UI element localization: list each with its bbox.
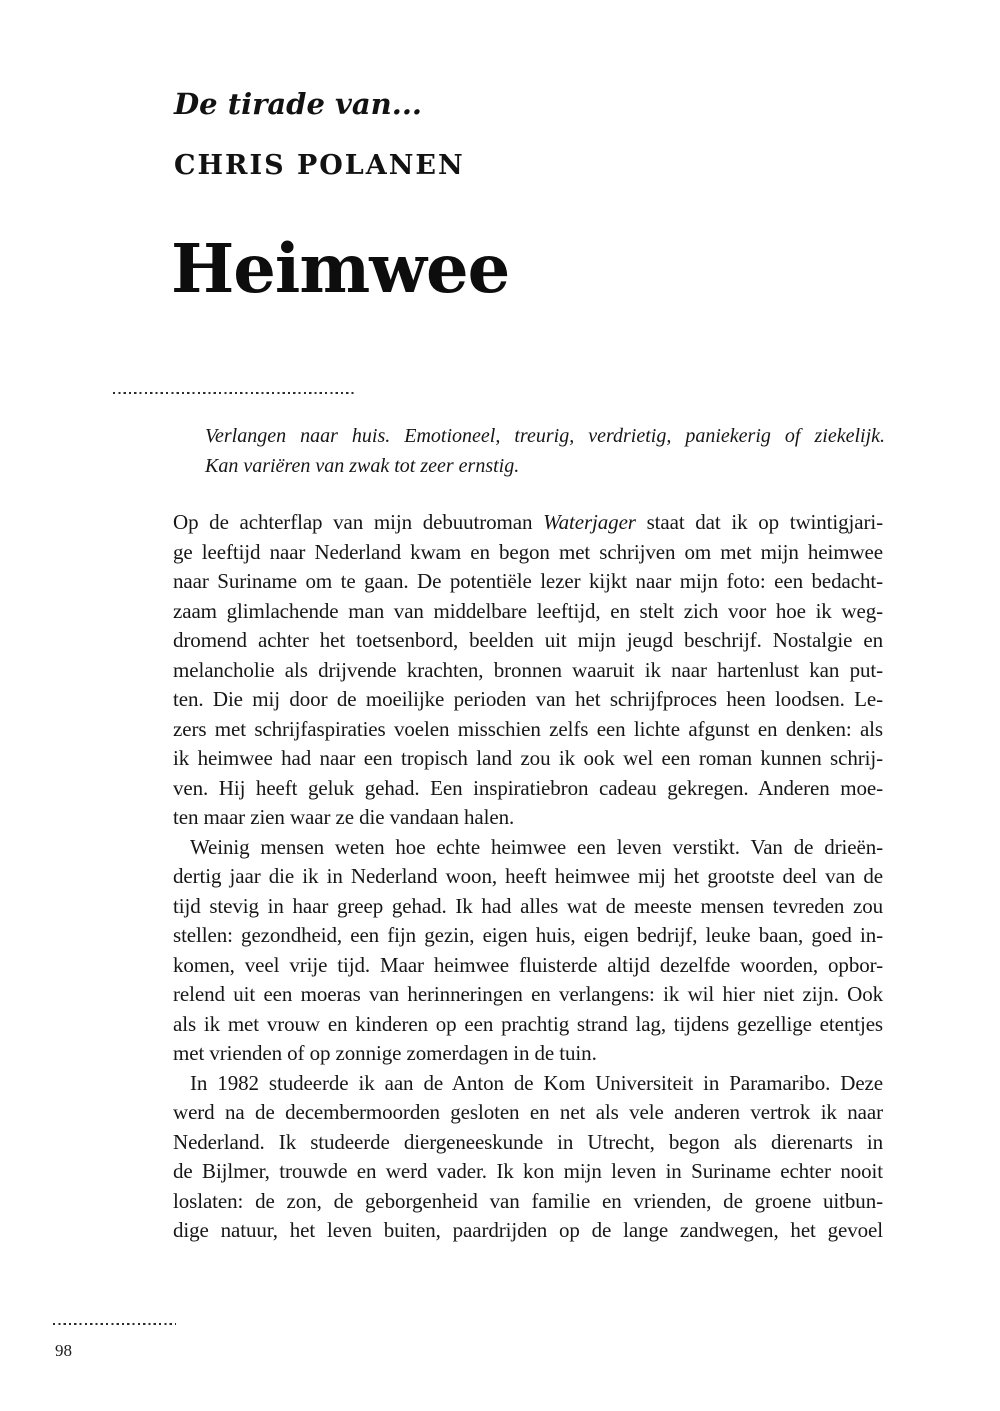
body-line: ik heimwee had naar een tropisch land zou ik ook wel een roman kunnen schrij- [173,746,883,770]
body-text-segment: Op de achterflap van mijn debuutroman [173,510,544,534]
book-title-italic: Waterjager [543,510,636,534]
body-line: loslaten: de zon, de geborgenheid van familie en vrienden, de groene uitbun- [173,1188,883,1213]
body-line: dertig jaar die ik in Nederland woon, heeft heimwee mij het grootste deel van de [173,864,883,888]
dotted-rule-bottom [53,1323,176,1325]
body-line-paragraph-end: ten maar zien waar ze die vandaan halen. [173,805,515,829]
body-line: zers met schrijfaspiraties voelen misschien zelfs een lichte afgunst en denken: als [173,716,883,741]
body-line: stellen: gezondheid, een fijn gezin, eigen huis, eigen bedrijf, leuke baan, goed in- [173,923,883,947]
body-line: als ik met vrouw en kinderen op een prachtig strand lag, tijdens gezellige etentjes [173,1011,883,1036]
page-number: 98 [55,1341,72,1360]
section-kicker: De tirade van... [174,87,423,121]
body-line: ven. Hij heeft geluk gehad. Een inspiratiebron cadeau gekregen. Anderen moe- [173,775,883,800]
body-line: ge leeftijd naar Nederland kwam en begon met schrijven om met mijn heimwee [173,539,883,564]
body-text-segment: staat dat ik op twintigjari- [635,510,883,534]
body-line: dige natuur, het leven buiten, paardrijden op de lange zandwegen, het gevoel [173,1218,883,1242]
body-line: Nederland. Ik studeerde diergeneeskunde in Utrecht, begon als dierenarts in [173,1129,883,1154]
dotted-rule-top [113,392,354,394]
intro-line: Kan variëren van zwak tot zeer ernstig. [205,455,520,477]
body-line-paragraph-start: In 1982 studeerde ik aan de Anton de Kom Universiteit in Paramaribo. Deze [190,1070,883,1095]
article-title: Heimwee [171,229,510,308]
body-line: ten. Die mij door de moeilijke perioden van het schrijfproces heen loodsen. Le- [173,687,883,711]
intro-line: Verlangen naar huis. Emotioneel, treurig, verdrietig, paniekerig of ziekelijk. [205,425,885,447]
body-line [173,508,883,538]
body-line-paragraph-start: Weinig mensen weten hoe echte heimwee een leven verstikt. Van de drieën- [190,834,883,859]
body-line: tijd stevig in haar greep gehad. Ik had alles wat de meeste mensen tevreden zou [173,893,883,918]
body-line: werd na de decembermoorden gesloten en net als vele anderen vertrok ik naar [173,1100,883,1124]
body-line: relend uit een moeras van herinneringen en verlangens: ik wil hier niet zijn. Ook [173,982,883,1006]
body-line: naar Suriname om te gaan. De potentiële lezer kijkt naar mijn foto: een bedacht- [173,569,883,593]
author-name: CHRIS POLANEN [174,150,465,181]
body-line: de Bijlmer, trouwde en werd vader. Ik kon mijn leven in Suriname echter nooit [173,1159,883,1183]
intro-definition [205,421,885,481]
body-line: melancholie als drijvende krachten, bronnen waaruit ik naar hartenlust kan put- [173,657,883,682]
body-line: komen, veel vrije tijd. Maar heimwee fluisterde altijd dezelfde woorden, opbor- [173,952,883,977]
body-line-paragraph-end: met vrienden of op zonnige zomerdagen in de tuin. [173,1041,597,1065]
article-body [173,508,883,1246]
body-line: dromend achter het toetsenbord, beelden uit mijn jeugd beschrijf. Nostalgie en [173,628,883,652]
body-line: zaam glimlachende man van middelbare leeftijd, en stelt zich voor hoe ik weg- [173,598,883,623]
